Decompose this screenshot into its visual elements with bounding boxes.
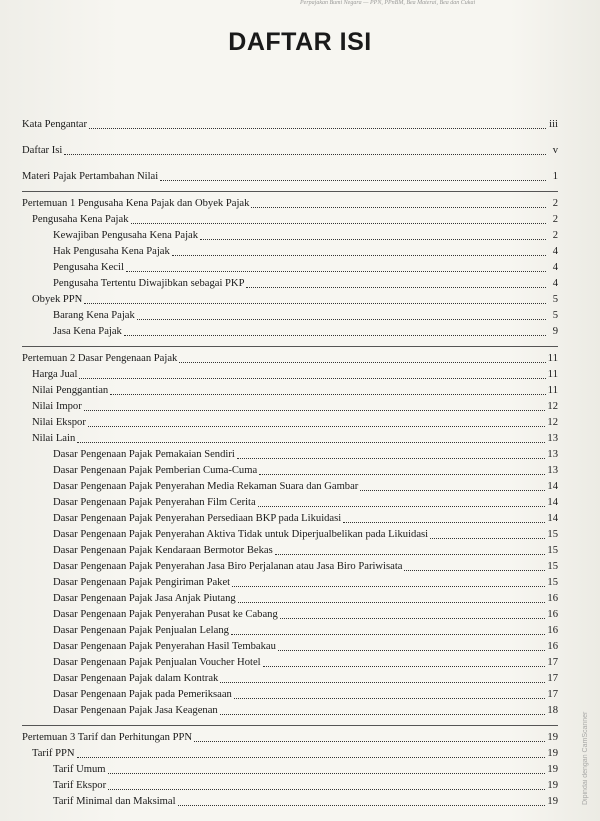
page-title: DAFTAR ISI [228, 28, 372, 56]
dot-leader [232, 585, 545, 587]
toc-entry-subsection[interactable] [22, 543, 558, 559]
toc-entry-label: Tarif Minimal dan Maksimal [53, 796, 176, 807]
toc-entry-page-number: 15 [547, 561, 558, 572]
dot-leader [77, 756, 546, 758]
dot-leader [179, 361, 545, 363]
scanner-watermark: Dipindai dengan CamScanner [582, 711, 589, 805]
dot-leader [343, 521, 545, 523]
toc-entry-page-number: 19 [547, 748, 558, 759]
toc-entry-chapter[interactable] [22, 117, 558, 133]
dot-leader [404, 569, 545, 571]
toc-entry-subsection[interactable] [22, 671, 558, 687]
toc-entry-chapter[interactable] [22, 730, 558, 746]
toc-entry-page-number: 12 [547, 417, 558, 428]
toc-entry-subsection[interactable] [22, 687, 558, 703]
toc-entry-label: Dasar Pengenaan Pajak Penyerahan Hasil Tembakau [53, 641, 276, 652]
dot-leader [108, 772, 546, 774]
toc-entry-label: Tarif Ekspor [53, 780, 107, 791]
toc-entry-section[interactable] [22, 431, 558, 447]
toc-entry-page-number: 14 [547, 481, 558, 492]
toc-entry-subsection[interactable] [22, 463, 558, 479]
toc-entry-page-number: 12 [547, 401, 558, 412]
dot-leader [280, 617, 546, 619]
dot-leader [79, 377, 545, 379]
toc-entry-label: Dasar Pengenaan Pajak Penyerahan Film Cerita [53, 497, 256, 508]
toc-entry-page-number: 16 [547, 625, 558, 636]
toc-entry-chapter[interactable] [22, 169, 558, 185]
toc-entry-subsection[interactable] [22, 794, 558, 810]
toc-entry-label: Dasar Pengenaan Pajak Penjualan Lelang [53, 625, 229, 636]
dot-leader [77, 441, 545, 443]
toc-entry-subsection[interactable] [22, 324, 558, 340]
toc-entry-page-number: 11 [547, 385, 558, 396]
toc-entry-subsection[interactable] [22, 527, 558, 543]
toc-entry-page-number: 4 [552, 278, 558, 289]
toc-entry-label: Dasar Pengenaan Pajak Pengiriman Paket [53, 577, 231, 588]
toc-entry-subsection[interactable] [22, 575, 558, 591]
toc-entry-label: Jasa Kena Pajak [53, 326, 122, 337]
dot-leader [131, 222, 547, 224]
toc-entry-label: Pertemuan 2 Dasar Pengenaan Pajak [22, 353, 178, 364]
table-of-contents [22, 117, 558, 810]
toc-entry-label: Harga Jual [32, 369, 78, 380]
dot-leader [126, 270, 546, 272]
toc-entry-label: Nilai Impor [32, 401, 82, 412]
dot-leader [220, 713, 546, 715]
dot-leader [258, 505, 546, 507]
toc-entry-label: Tarif Umum [53, 764, 106, 775]
toc-entry-page-number: 2 [552, 198, 558, 209]
toc-entry-label: Kata Pengantar [22, 119, 88, 130]
toc-entry-page-number: iii [549, 119, 558, 130]
toc-entry-label: Tarif PPN [32, 748, 75, 759]
toc-entry-page-number: 13 [547, 465, 558, 476]
toc-entry-page-number: 17 [547, 657, 558, 668]
toc-entry-section[interactable] [22, 367, 558, 383]
toc-entry-label: Dasar Pengenaan Pajak Jasa Anjak Piutang [53, 593, 236, 604]
toc-entry-label: Kewajiban Pengusaha Kena Pajak [53, 230, 199, 241]
toc-entry-subsection[interactable] [22, 447, 558, 463]
toc-entry-chapter[interactable] [22, 196, 558, 212]
toc-entry-label: Dasar Pengenaan Pajak pada Pemeriksaan [53, 689, 232, 700]
toc-entry-label: Dasar Pengenaan Pajak Penyerahan Aktiva Tidak untuk Diperjualbelikan pada Likuidasi [53, 529, 429, 540]
toc-entry-page-number: 16 [547, 593, 558, 604]
toc-entry-subsection[interactable] [22, 559, 558, 575]
toc-entry-page-number: 13 [547, 433, 558, 444]
toc-entry-page-number: 14 [547, 497, 558, 508]
dot-leader [263, 665, 546, 667]
toc-entry-label: Dasar Pengenaan Pajak Penyerahan Jasa Biro Perjalanan atau Jasa Biro Pariwisata [53, 561, 403, 572]
toc-entry-label: Pertemuan 3 Tarif dan Perhitungan PPN [22, 732, 193, 743]
toc-entry-subsection[interactable] [22, 762, 558, 778]
toc-entry-label: Pengusaha Kena Pajak [32, 214, 129, 225]
toc-entry-label: Dasar Pengenaan Pajak Kendaraan Bermotor Bekas [53, 545, 273, 556]
toc-entry-label: Pengusaha Tertentu Diwajibkan sebagai PKP [53, 278, 245, 289]
toc-entry-page-number: 19 [547, 780, 558, 791]
toc-entry-page-number: 16 [547, 609, 558, 620]
toc-entry-subsection[interactable] [22, 703, 558, 719]
toc-entry-label: Hak Pengusaha Kena Pajak [53, 246, 170, 257]
dot-leader [84, 302, 546, 304]
dot-leader [231, 633, 545, 635]
running-header: Perpajakan Bumi Negara — PPN, PPnBM, Bea Materai, Bea dan Cukai [300, 0, 476, 6]
toc-entry-page-number: 15 [547, 577, 558, 588]
toc-entry-subsection[interactable] [22, 495, 558, 511]
toc-entry-page-number: v [552, 145, 558, 156]
toc-entry-subsection[interactable] [22, 623, 558, 639]
dot-leader [234, 697, 546, 699]
toc-entry-label: Obyek PPN [32, 294, 83, 305]
toc-entry-page-number: 15 [547, 545, 558, 556]
toc-entry-subsection[interactable] [22, 276, 558, 292]
toc-entry-label: Nilai Penggantian [32, 385, 109, 396]
toc-entry-page-number: 15 [547, 529, 558, 540]
toc-entry-subsection[interactable] [22, 778, 558, 794]
toc-entry-page-number: 4 [552, 262, 558, 273]
toc-entry-label: Pengusaha Kecil [53, 262, 124, 273]
dot-leader [237, 457, 546, 459]
toc-entry-label: Dasar Pengenaan Pajak dalam Kontrak [53, 673, 219, 684]
toc-entry-label: Dasar Pengenaan Pajak Jasa Keagenan [53, 705, 218, 716]
dot-leader [64, 153, 546, 155]
dot-leader [178, 804, 546, 806]
dot-leader [360, 489, 545, 491]
toc-entry-page-number: 16 [547, 641, 558, 652]
toc-entry-section[interactable] [22, 212, 558, 228]
dot-leader [108, 788, 545, 790]
toc-entry-chapter[interactable] [22, 351, 558, 367]
toc-entry-subsection[interactable] [22, 308, 558, 324]
toc-entry-page-number: 19 [547, 796, 558, 807]
toc-entry-section[interactable] [22, 292, 558, 308]
toc-entry-label: Dasar Pengenaan Pajak Pemberian Cuma-Cuma [53, 465, 258, 476]
dot-leader [200, 238, 546, 240]
dot-leader [84, 409, 546, 411]
toc-entry-page-number: 2 [552, 214, 558, 225]
dot-leader [278, 649, 545, 651]
toc-entry-page-number: 13 [547, 449, 558, 460]
toc-entry-label: Dasar Pengenaan Pajak Pemakaian Sendiri [53, 449, 235, 460]
toc-entry-subsection[interactable] [22, 511, 558, 527]
toc-entry-page-number: 4 [552, 246, 558, 257]
dot-leader [251, 206, 546, 208]
toc-entry-label: Dasar Pengenaan Pajak Penyerahan Persediaan BKP pada Likuidasi [53, 513, 342, 524]
toc-entry-subsection[interactable] [22, 607, 558, 623]
toc-entry-subsection[interactable] [22, 228, 558, 244]
dot-leader [172, 254, 546, 256]
dot-leader [430, 537, 545, 539]
toc-entry-section[interactable] [22, 399, 558, 415]
dot-leader [110, 393, 546, 395]
toc-entry-page-number: 18 [547, 705, 558, 716]
toc-entry-page-number: 2 [552, 230, 558, 241]
toc-entry-label: Daftar Isi [22, 145, 63, 156]
toc-entry-label: Pertemuan 1 Pengusaha Kena Pajak dan Obyek Pajak [22, 198, 250, 209]
dot-leader [220, 681, 545, 683]
toc-entry-subsection[interactable] [22, 591, 558, 607]
toc-entry-subsection[interactable] [22, 639, 558, 655]
toc-entry-subsection[interactable] [22, 479, 558, 495]
toc-entry-label: Nilai Lain [32, 433, 76, 444]
toc-entry-page-number: 5 [552, 310, 558, 321]
dot-leader [246, 286, 546, 288]
toc-entry-page-number: 1 [552, 171, 558, 182]
toc-entry-subsection[interactable] [22, 260, 558, 276]
toc-entry-page-number: 11 [547, 369, 558, 380]
toc-entry-subsection[interactable] [22, 655, 558, 671]
dot-leader [160, 179, 546, 181]
dot-leader [259, 473, 545, 475]
toc-entry-page-number: 5 [552, 294, 558, 305]
toc-entry-label: Dasar Pengenaan Pajak Penyerahan Pusat ke Cabang [53, 609, 278, 620]
toc-entry-page-number: 19 [547, 764, 558, 775]
toc-entry-page-number: 17 [547, 673, 558, 684]
toc-entry-label: Barang Kena Pajak [53, 310, 135, 321]
toc-entry-subsection[interactable] [22, 244, 558, 260]
toc-entry-label: Materi Pajak Pertambahan Nilai [22, 171, 159, 182]
dot-leader [194, 740, 545, 742]
toc-entry-page-number: 9 [552, 326, 558, 337]
toc-entry-label: Nilai Ekspor [32, 417, 86, 428]
toc-entry-section[interactable] [22, 746, 558, 762]
toc-entry-page-number: 19 [547, 732, 558, 743]
dot-leader [88, 425, 546, 427]
toc-entry-label: Dasar Pengenaan Pajak Penyerahan Media Rekaman Suara dan Gambar [53, 481, 359, 492]
toc-entry-section[interactable] [22, 383, 558, 399]
toc-entry-page-number: 11 [547, 353, 558, 364]
dot-leader [137, 318, 546, 320]
dot-leader [238, 601, 546, 603]
dot-leader [275, 553, 546, 555]
toc-entry-section[interactable] [22, 415, 558, 431]
toc-entry-label: Dasar Pengenaan Pajak Penjualan Voucher Hotel [53, 657, 261, 668]
toc-entry-chapter[interactable] [22, 143, 558, 159]
toc-entry-page-number: 14 [547, 513, 558, 524]
dot-leader [124, 334, 546, 336]
toc-entry-page-number: 17 [547, 689, 558, 700]
dot-leader [89, 127, 546, 129]
